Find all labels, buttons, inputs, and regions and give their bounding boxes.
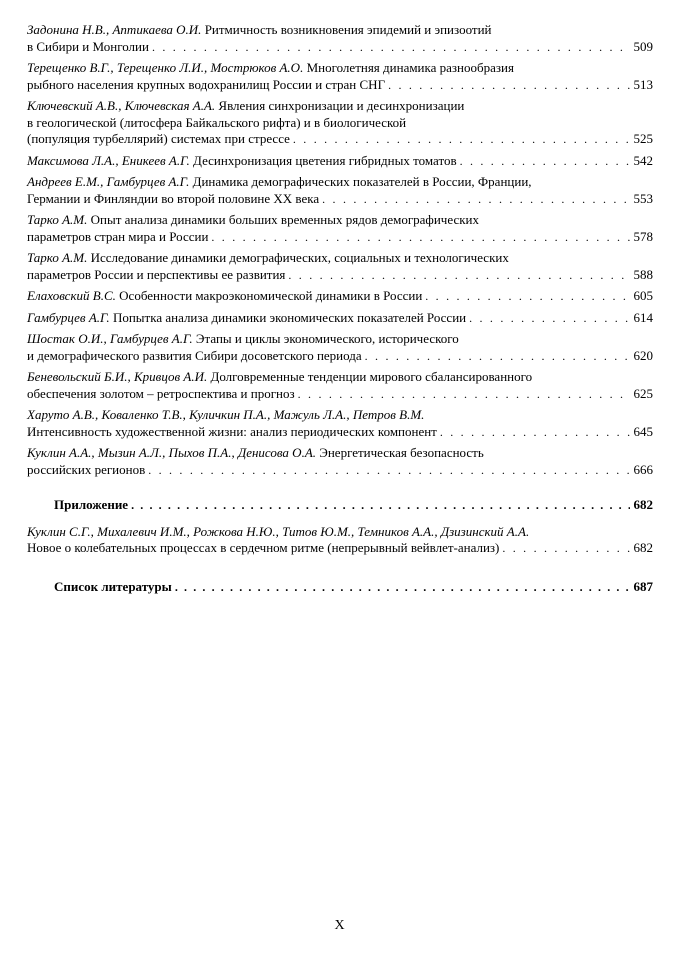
entry-first-line <box>27 369 653 386</box>
dot-leader <box>365 348 630 365</box>
entry-authors: Задонина Н.В., Аптикаева О.И. <box>27 22 202 37</box>
entry-first-line <box>27 445 653 462</box>
entry-page: 620 <box>633 347 653 363</box>
toc-entry-7 <box>27 250 653 283</box>
entry-last-line <box>27 424 653 441</box>
entry-last-line <box>27 267 653 284</box>
entry-title-part: параметров России и перспективы ее развития <box>27 266 286 282</box>
entry-title-part: Десинхронизация цветения гибридных томатов <box>193 152 457 168</box>
entry-title-part: Ритмичность возникновения эпидемий и эпизоотий <box>204 22 492 37</box>
entry-title-part: Долговременные тенденции мирового сбалансированного <box>210 369 533 384</box>
entry-first-line <box>27 407 653 424</box>
entry-first-line <box>27 60 653 77</box>
entry-title-part: Этапы и циклы экономического, исторического <box>195 331 459 346</box>
dot-leader <box>148 462 629 479</box>
dot-leader <box>322 191 629 208</box>
appendix-heading <box>27 497 653 514</box>
entry-last-line <box>27 540 653 557</box>
dot-leader <box>175 579 630 596</box>
toc-entry-11 <box>27 369 653 402</box>
entry-last-line <box>27 462 653 479</box>
entry-title-part: в Сибири и Монголии <box>27 38 149 54</box>
toc-entry-2 <box>27 60 653 93</box>
entry-last-line <box>27 191 653 208</box>
entry-title-part: российских регионов <box>27 461 146 477</box>
section-title: Список литературы <box>54 578 172 594</box>
dot-leader <box>152 39 630 56</box>
dot-leader <box>440 424 630 441</box>
dot-leader <box>388 77 629 94</box>
entry-title-part: (популяция турбеллярий) системах при стрессе <box>27 131 290 146</box>
dot-leader <box>469 310 629 327</box>
section-page: 687 <box>633 578 653 594</box>
entry-authors: Тарко А.М. <box>27 212 88 227</box>
toc-entry-3 <box>27 98 653 148</box>
entry-title-part: и демографического развития Сибири досоветского периода <box>27 347 362 363</box>
entry-title-part: параметров стран мира и России <box>27 228 209 244</box>
entry-first-line <box>27 22 653 39</box>
dot-leader <box>293 131 630 148</box>
toc-entry-8 <box>27 288 653 305</box>
toc-entry-12 <box>27 407 653 440</box>
entry-last-line <box>27 77 653 94</box>
entry-authors: Андреев Е.М., Гамбурцев А.Г. <box>27 174 190 189</box>
toc-entry-13 <box>27 445 653 478</box>
toc-entry-4 <box>27 153 653 170</box>
references-heading <box>27 579 653 596</box>
entry-authors: Гамбурцев А.Г. <box>27 309 110 325</box>
entry-title-part <box>27 153 457 170</box>
section-line <box>27 497 653 514</box>
entry-first-line <box>27 524 653 541</box>
entry-authors: Куклин А.А., Мызин А.Л., Пыхов П.А., Денисова О.А. <box>27 445 317 460</box>
entry-title-part: Интенсивность художественной жизни: анализ периодических компонент <box>27 423 437 439</box>
entry-last-line <box>27 288 653 305</box>
entry-title-part: Особенности макроэкономической динамики в России <box>119 288 423 303</box>
page-number: X <box>334 918 345 933</box>
entry-last-line <box>27 39 653 56</box>
entry-title-part: Новое о колебательных процессах в сердечном ритме (непрерывный вейвлет-анализ) <box>27 540 500 555</box>
entry-title-part <box>27 310 466 327</box>
entry-title-part: Динамика демографических показателей в России, Франции, <box>192 174 532 189</box>
toc-entry-6 <box>27 212 653 245</box>
entry-last-line <box>27 229 653 246</box>
dot-leader <box>425 288 629 305</box>
toc-entry-5 <box>27 174 653 207</box>
entry-page: 666 <box>633 461 653 477</box>
entry-title-part: Опыт анализа динамики больших временных рядов демографических <box>90 212 479 227</box>
entry-page: 578 <box>633 228 653 244</box>
entry-title-part: Явления синхронизации и десинхронизации <box>218 98 465 113</box>
entry-title-part: рыбного населения крупных водохранилищ России и стран СНГ <box>27 76 386 92</box>
entry-page: 588 <box>633 266 653 282</box>
entry-first-line <box>27 174 653 191</box>
entry-last-line <box>27 131 653 148</box>
entry-first-line <box>27 250 653 267</box>
entry-page: 625 <box>633 385 653 401</box>
entry-page: 509 <box>633 38 653 54</box>
entry-title-part <box>27 288 422 305</box>
entry-first-line <box>27 98 653 115</box>
entry-page: 605 <box>633 288 653 303</box>
entry-first-line <box>27 331 653 348</box>
entry-authors: Тарко А.М. <box>27 250 88 265</box>
entry-authors: Максимова Л.А., Еникеев А.Г. <box>27 152 190 168</box>
entry-authors: Терещенко В.Г., Терещенко Л.И., Мострюков А.О. <box>27 60 304 75</box>
entry-last-line <box>27 153 653 170</box>
entry-title-part: в геологической (литосфера Байкальского рифта) и в биологической <box>27 114 407 130</box>
entry-page: 682 <box>633 540 653 555</box>
entry-title-part: Германии и Финляндии во второй половине XX века <box>27 190 320 206</box>
entry-last-line <box>27 386 653 403</box>
toc-entry-1 <box>27 22 653 55</box>
entry-title-part: Энергетическая безопасность <box>319 445 484 460</box>
entry-authors: Харуто А.В., Коваленко Т.В., Куличкин П.А., Мажуль Л.А., Петров В.М. <box>27 407 425 422</box>
toc-entry-9 <box>27 310 653 327</box>
entry-title-part: Многолетняя динамика разнообразия <box>306 60 514 75</box>
entry-page: 553 <box>633 190 653 206</box>
toc-entry-10 <box>27 331 653 364</box>
entry-authors: Елаховский В.С. <box>27 288 116 303</box>
entry-page: 525 <box>633 131 653 146</box>
entry-authors: Шостак О.И., Гамбурцев А.Г. <box>27 331 193 346</box>
section-line <box>27 579 653 596</box>
entry-authors: Ключевский А.В., Ключевская А.А. <box>27 98 216 113</box>
dot-leader <box>131 497 629 514</box>
entry-last-line <box>27 348 653 365</box>
entry-page: 645 <box>633 423 653 439</box>
entry-title-part: Исследование динамики демографических, социальных и технологических <box>90 250 509 265</box>
appendix-entry <box>27 524 653 557</box>
entry-title-part: Попытка анализа динамики экономических показателей России <box>112 309 467 325</box>
section-title: Приложение <box>54 497 129 512</box>
entry-first-line <box>27 212 653 229</box>
dot-leader <box>211 229 629 246</box>
dot-leader <box>288 267 629 284</box>
entry-page: 542 <box>633 152 653 168</box>
entry-title-part: обеспечения золотом – ретроспектива и прогноз <box>27 385 295 401</box>
entry-last-line <box>27 310 653 327</box>
entry-authors: Куклин С.Г., Михалевич И.М., Рожкова Н.Ю., Титов Ю.М., Темников А.А., Дзизинский А.А. <box>27 523 530 539</box>
entry-page: 513 <box>633 76 653 92</box>
entry-authors: Беневольский Б.И., Кривцов А.И. <box>27 369 208 384</box>
dot-leader <box>460 153 630 170</box>
table-of-contents <box>27 22 653 605</box>
dot-leader <box>502 540 629 557</box>
dot-leader <box>298 386 630 403</box>
section-page: 682 <box>633 497 653 512</box>
entry-page: 614 <box>633 309 653 325</box>
